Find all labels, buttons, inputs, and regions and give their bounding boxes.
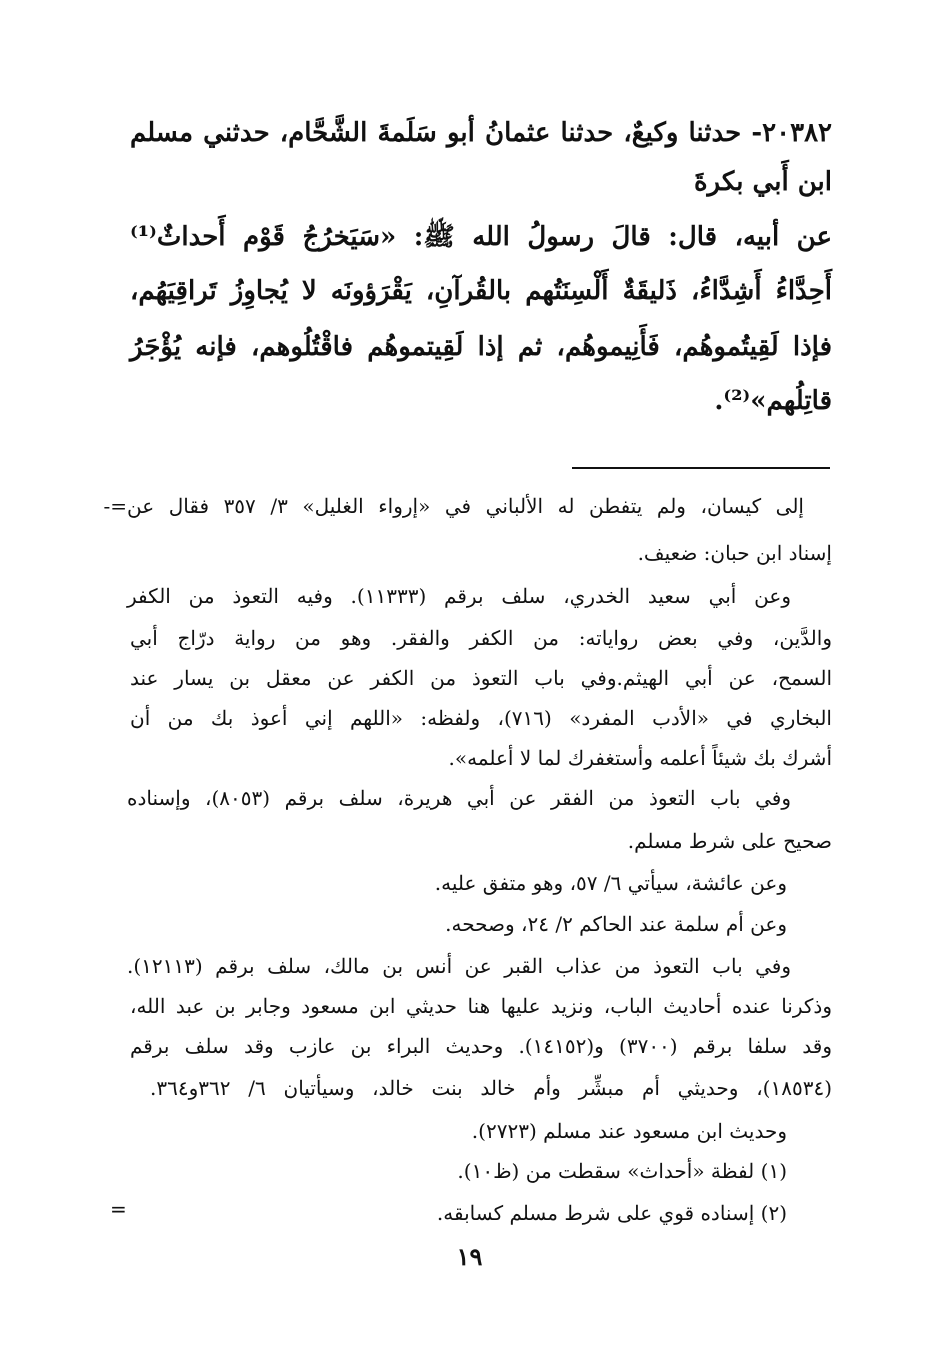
footnote-line-7: أشرك بك شيئاً أعلمه وأستغفرك لما لا أعلمه».: [448, 746, 832, 770]
hadith-line-1: ٢٠٣٨٢- حدثنا وكيعٌ، حدثنا عثمانُ أبو سَلَمةَ الشَّحَّام، حدثني مسلم: [130, 118, 832, 148]
footnote-end-mark: =: [110, 1197, 127, 1221]
footnote-2: (٢) إسناده قوي على شرط مسلم كسابقه.: [436, 1201, 787, 1225]
footnote-continuation-mark: =-: [103, 494, 127, 518]
footnote-line-10: وعن عائشة، سيأتي ٦/ ٥٧، وهو متفق عليه.: [434, 871, 787, 895]
hadith-line-6: قاتِلُهم»⁽²⁾.: [714, 386, 832, 416]
footnote-line-11: وعن أم سلمة عند الحاكم ٢/ ٢٤، وصححه.: [445, 912, 787, 936]
footnote-line-12: وفي باب التعوذ من عذاب القبر عن أنس بن مالك، سلف برقم (١٢١١٣).: [127, 954, 791, 978]
footnote-1: (١) لفظة «أحداث» سقطت من (ظ١٠).: [457, 1159, 787, 1183]
footnote-line-6: البخاري في «الأدب المفرد» (٧١٦)، ولفظه: «اللهم إني أعوذ بك من أن: [130, 706, 832, 730]
footnote-line-4: والدَّين، وفي بعض رواياته: من الكفر والفقر. وهو من رواية درّاج أبي: [130, 626, 832, 650]
footnote-line-5: السمح، عن أبي الهيثم.وفي باب التعوذ من الكفر عن معقل بن يسار عند: [130, 666, 832, 690]
footnote-line-16: وحديث ابن مسعود عند مسلم (٢٧٢٣).: [471, 1119, 787, 1143]
footnote-line-14: وقد سلفا برقم (٣٧٠٠) و(١٤١٥٢). وحديث البراء بن عازب وقد سلف برقم: [130, 1034, 833, 1058]
footnote-line-15: (١٨٥٣٤)، وحديثي أم مبشِّر وأم خالد بنت خالد، وسيأتيان ٦/ ٣٦٢و٣٦٤.: [150, 1076, 832, 1100]
footnote-line-8: وفي باب التعوذ من الفقر عن أبي هريرة، سلف برقم (٨٠٥٣)، وإسناده: [127, 786, 791, 810]
footnote-line-2: إسناد ابن حبان: ضعيف.: [637, 541, 832, 565]
footnote-line-1: إلى كيسان، ولم يتفطن له الألباني في «إرواء الغليل» ٣/ ٣٥٧ فقال عن: [127, 494, 804, 518]
hadith-line-2: ابن أَبي بكرةَ: [693, 167, 832, 197]
footnote-line-13: وذكرنا عنده أحاديث الباب، ونزيد عليها هنا حديثي ابن مسعود وجابر بن عبد الله،: [130, 994, 832, 1018]
footnote-separator: [572, 467, 830, 469]
footnote-line-9: صحيح على شرط مسلم.: [627, 829, 832, 853]
hadith-line-4: أَحِدَّاءُ أَشِدَّاءُ، ذَليقَةٌ أَلْسِنَتُهم بالقُرآنِ، يَقْرَؤونَه لا يُجاوِزُ تَراقِيَهُم،: [130, 276, 832, 306]
hadith-line-5: فإذا لَقِيتُموهُم، فَأَنِيموهُم، ثم إذا لَقِيتموهُم فاقْتُلُوهم، فإنه يُؤْجَرُ: [130, 332, 832, 362]
hadith-line-3: عن أبيه، قال: قالَ رسولُ الله ﷺ: «سَيَخرُجُ قَوْم أَحداثٌ⁽¹⁾: [130, 222, 832, 252]
page-number: ١٩: [456, 1242, 483, 1271]
footnote-line-3: وعن أبي سعيد الخدري، سلف برقم (١١٣٣٣). وفيه التعوذ من الكفر: [127, 584, 791, 608]
